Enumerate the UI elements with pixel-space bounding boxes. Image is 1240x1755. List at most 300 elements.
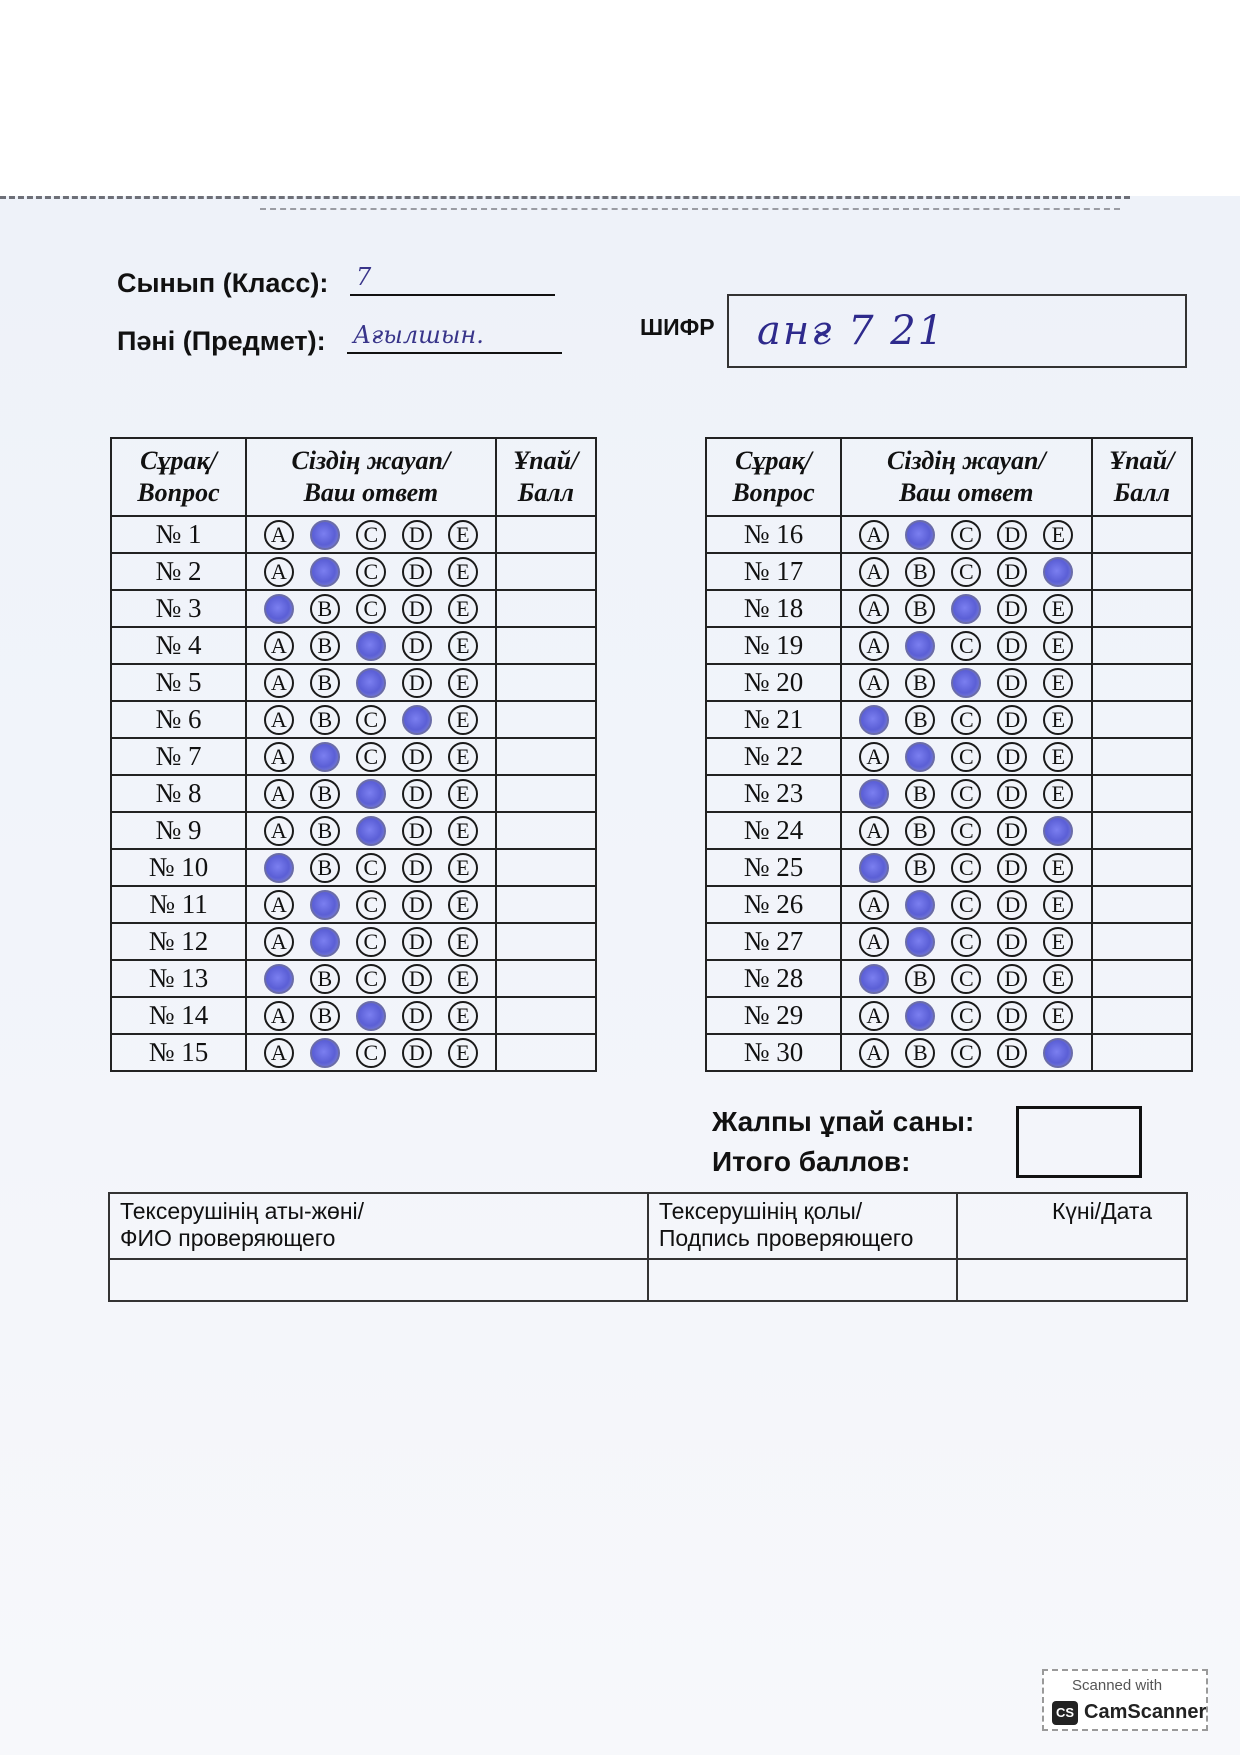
subject-label: Пәні (Предмет): (117, 326, 326, 356)
option-bubble-b[interactable] (905, 742, 935, 772)
class-label: Сынып (Класс): (117, 268, 329, 298)
option-bubble-d[interactable] (402, 705, 432, 735)
answer-options (246, 997, 496, 1034)
option-bubble-c[interactable]: C (356, 890, 386, 920)
option-bubble-c[interactable]: C (356, 964, 386, 994)
question-number: № 29 (706, 997, 841, 1034)
question-number: № 3 (111, 590, 246, 627)
score-cell[interactable] (1092, 516, 1192, 553)
score-cell[interactable] (496, 849, 596, 886)
answer-row (706, 627, 1192, 664)
answer-options (841, 812, 1092, 849)
option-bubble-c[interactable] (356, 631, 386, 661)
answer-options (841, 664, 1092, 701)
option-bubble-e[interactable]: E (1043, 594, 1073, 624)
option-bubble-b[interactable] (310, 890, 340, 920)
answer-options (841, 886, 1092, 923)
option-bubble-b[interactable]: B (310, 668, 340, 698)
answer-header: Сіздің жауап/ Ваш ответ (246, 438, 496, 516)
watermark-line1: Scanned with (1072, 1677, 1163, 1694)
answer-row (111, 960, 596, 997)
answer-options (841, 590, 1092, 627)
score-cell[interactable] (1092, 775, 1192, 812)
answer-row (111, 701, 596, 738)
option-bubble-d[interactable]: D (997, 1038, 1027, 1068)
answer-options (246, 553, 496, 590)
answer-row (706, 923, 1192, 960)
option-bubble-d[interactable]: D (997, 668, 1027, 698)
option-bubble-d[interactable]: D (997, 964, 1027, 994)
answer-row (111, 553, 596, 590)
option-bubble-a[interactable]: A (859, 557, 889, 587)
score-cell[interactable] (1092, 590, 1192, 627)
question-number: № 19 (706, 627, 841, 664)
option-bubble-c[interactable]: C (951, 816, 981, 846)
answer-row (706, 775, 1192, 812)
tear-line-secondary (260, 208, 1120, 210)
option-bubble-a[interactable] (264, 853, 294, 883)
option-bubble-e[interactable] (1043, 1038, 1073, 1068)
option-bubble-c[interactable]: C (951, 520, 981, 550)
option-bubble-e[interactable]: E (1043, 520, 1073, 550)
score-cell[interactable] (496, 923, 596, 960)
score-cell[interactable] (496, 553, 596, 590)
question-number: № 4 (111, 627, 246, 664)
camscanner-logo-icon: CS (1052, 1701, 1078, 1725)
option-bubble-e[interactable]: E (448, 964, 478, 994)
answer-table-left (110, 437, 597, 1072)
question-number: № 22 (706, 738, 841, 775)
option-bubble-c[interactable]: C (356, 705, 386, 735)
score-cell[interactable] (1092, 960, 1192, 997)
answer-row (111, 849, 596, 886)
answer-header: Сіздің жауап/ Ваш ответ (841, 438, 1092, 516)
answer-row (706, 812, 1192, 849)
option-bubble-b[interactable]: B (905, 816, 935, 846)
score-cell[interactable] (1092, 1034, 1192, 1071)
answer-options (841, 627, 1092, 664)
option-bubble-c[interactable]: C (951, 557, 981, 587)
option-bubble-d[interactable]: D (997, 816, 1027, 846)
question-number: № 16 (706, 516, 841, 553)
option-bubble-a[interactable]: A (264, 1001, 294, 1031)
option-bubble-b[interactable] (905, 890, 935, 920)
answer-options (246, 738, 496, 775)
option-bubble-b[interactable]: B (310, 594, 340, 624)
option-bubble-c[interactable]: C (356, 520, 386, 550)
option-bubble-b[interactable]: B (310, 1001, 340, 1031)
option-bubble-c[interactable]: C (951, 779, 981, 809)
reviewer-signature-label-kz: Тексерушінің қолы/ (658, 1198, 863, 1224)
option-bubble-a[interactable]: A (859, 816, 889, 846)
option-bubble-d[interactable]: D (402, 927, 432, 957)
option-bubble-e[interactable]: E (1043, 668, 1073, 698)
reviewer-signature-label-ru: Подпись проверяющего (658, 1225, 914, 1251)
answer-row (706, 738, 1192, 775)
score-cell[interactable] (496, 701, 596, 738)
score-header: Ұпай/ Балл (1092, 438, 1192, 516)
score-cell[interactable] (496, 516, 596, 553)
question-number: № 7 (111, 738, 246, 775)
question-number: № 26 (706, 886, 841, 923)
answer-options (246, 664, 496, 701)
score-cell[interactable] (496, 738, 596, 775)
question-number: № 27 (706, 923, 841, 960)
reviewer-name-header (109, 1193, 648, 1259)
option-bubble-a[interactable] (264, 964, 294, 994)
question-number: № 5 (111, 664, 246, 701)
answer-row (111, 1034, 596, 1071)
option-bubble-c[interactable] (951, 668, 981, 698)
option-bubble-d[interactable]: D (997, 520, 1027, 550)
option-bubble-d[interactable]: D (997, 853, 1027, 883)
score-cell[interactable] (496, 1034, 596, 1071)
option-bubble-e[interactable]: E (448, 853, 478, 883)
option-bubble-b[interactable] (905, 520, 935, 550)
option-bubble-e[interactable]: E (448, 742, 478, 772)
option-bubble-e[interactable]: E (448, 816, 478, 846)
option-bubble-d[interactable]: D (997, 557, 1027, 587)
option-bubble-d[interactable]: D (997, 890, 1027, 920)
date-cell[interactable] (957, 1259, 1187, 1301)
class-value[interactable]: 7 (350, 262, 555, 296)
option-bubble-d[interactable]: D (402, 520, 432, 550)
option-bubble-a[interactable]: A (264, 631, 294, 661)
option-bubble-e[interactable]: E (1043, 927, 1073, 957)
option-bubble-b[interactable]: B (905, 964, 935, 994)
subject-value[interactable]: Ағылшын. (347, 320, 562, 354)
score-cell[interactable] (496, 775, 596, 812)
option-bubble-c[interactable]: C (951, 1001, 981, 1031)
answer-row (706, 664, 1192, 701)
option-bubble-b[interactable]: B (310, 816, 340, 846)
answer-options (841, 738, 1092, 775)
option-bubble-e[interactable]: E (448, 890, 478, 920)
option-bubble-a[interactable]: A (859, 742, 889, 772)
question-number: № 18 (706, 590, 841, 627)
tear-line (0, 196, 1130, 199)
option-bubble-d[interactable]: D (997, 779, 1027, 809)
answer-options (246, 886, 496, 923)
option-bubble-c[interactable] (356, 668, 386, 698)
answer-options (246, 960, 496, 997)
answer-row (111, 664, 596, 701)
option-bubble-a[interactable]: A (264, 816, 294, 846)
reviewer-signature-cell[interactable] (648, 1259, 958, 1301)
score-cell[interactable] (496, 812, 596, 849)
option-bubble-e[interactable]: E (1043, 964, 1073, 994)
question-header: Сұрақ/ Вопрос (706, 438, 841, 516)
option-bubble-c[interactable] (356, 779, 386, 809)
score-cell[interactable] (1092, 664, 1192, 701)
option-bubble-a[interactable] (859, 705, 889, 735)
reviewer-signature-header (648, 1193, 958, 1259)
option-bubble-b[interactable]: B (905, 705, 935, 735)
question-number: № 13 (111, 960, 246, 997)
reviewer-name-label-kz: Тексерушінің аты-жөні/ (120, 1198, 365, 1224)
camscanner-watermark (1042, 1669, 1208, 1731)
question-number: № 14 (111, 997, 246, 1034)
answer-options (841, 849, 1092, 886)
reviewer-name-label-ru: ФИО проверяющего (120, 1225, 336, 1251)
option-bubble-d[interactable]: D (997, 1001, 1027, 1031)
answer-row (706, 516, 1192, 553)
score-cell[interactable] (496, 590, 596, 627)
answer-options (246, 812, 496, 849)
option-bubble-e[interactable]: E (1043, 705, 1073, 735)
option-bubble-a[interactable]: A (859, 631, 889, 661)
answer-options (841, 1034, 1092, 1071)
option-bubble-d[interactable]: D (997, 742, 1027, 772)
option-bubble-a[interactable]: A (264, 705, 294, 735)
score-cell[interactable] (496, 664, 596, 701)
option-bubble-a[interactable] (264, 594, 294, 624)
option-bubble-d[interactable]: D (402, 631, 432, 661)
score-cell[interactable] (1092, 923, 1192, 960)
option-bubble-e[interactable]: E (448, 779, 478, 809)
option-bubble-e[interactable]: E (448, 668, 478, 698)
option-bubble-a[interactable] (859, 779, 889, 809)
option-bubble-d[interactable]: D (997, 705, 1027, 735)
answer-options (841, 775, 1092, 812)
cipher-box[interactable]: анғ 7 21 (727, 294, 1187, 368)
option-bubble-b[interactable]: B (905, 1038, 935, 1068)
option-bubble-b[interactable] (310, 1038, 340, 1068)
option-bubble-b[interactable]: B (905, 779, 935, 809)
option-bubble-a[interactable] (859, 853, 889, 883)
option-bubble-b[interactable] (310, 557, 340, 587)
answer-options (246, 923, 496, 960)
date-header (957, 1193, 1187, 1259)
option-bubble-a[interactable]: A (264, 779, 294, 809)
answer-row (111, 590, 596, 627)
question-number: № 11 (111, 886, 246, 923)
option-bubble-e[interactable]: E (448, 927, 478, 957)
answer-row (111, 516, 596, 553)
option-bubble-c[interactable] (356, 1001, 386, 1031)
score-cell[interactable] (496, 627, 596, 664)
question-number: № 28 (706, 960, 841, 997)
total-label-kz: Жалпы ұпай саны: (712, 1106, 975, 1137)
option-bubble-b[interactable]: B (310, 853, 340, 883)
option-bubble-c[interactable]: C (951, 890, 981, 920)
option-bubble-d[interactable]: D (402, 668, 432, 698)
answer-row (111, 997, 596, 1034)
option-bubble-b[interactable] (905, 631, 935, 661)
answer-options (246, 516, 496, 553)
reviewer-name-cell[interactable] (109, 1259, 648, 1301)
question-number: № 17 (706, 553, 841, 590)
question-number: № 20 (706, 664, 841, 701)
total-score-box[interactable] (1016, 1106, 1142, 1178)
answer-options (246, 701, 496, 738)
answer-row (706, 590, 1192, 627)
option-bubble-c[interactable]: C (951, 742, 981, 772)
option-bubble-c[interactable] (356, 816, 386, 846)
question-number: № 21 (706, 701, 841, 738)
option-bubble-e[interactable]: E (1043, 742, 1073, 772)
score-cell[interactable] (1092, 627, 1192, 664)
option-bubble-a[interactable]: A (859, 927, 889, 957)
option-bubble-d[interactable]: D (402, 816, 432, 846)
score-cell[interactable] (1092, 812, 1192, 849)
score-cell[interactable] (496, 886, 596, 923)
question-number: № 8 (111, 775, 246, 812)
option-bubble-c[interactable]: C (356, 594, 386, 624)
option-bubble-c[interactable]: C (356, 927, 386, 957)
option-bubble-e[interactable]: E (448, 594, 478, 624)
question-header: Сұрақ/ Вопрос (111, 438, 246, 516)
question-number: № 24 (706, 812, 841, 849)
answer-options (246, 1034, 496, 1071)
option-bubble-c[interactable]: C (951, 927, 981, 957)
option-bubble-c[interactable]: C (356, 1038, 386, 1068)
total-label (712, 1102, 974, 1182)
score-cell[interactable] (1092, 886, 1192, 923)
date-label: Күні/Дата (1051, 1198, 1152, 1224)
score-cell[interactable] (1092, 738, 1192, 775)
total-label-ru: Итого баллов: (712, 1146, 911, 1177)
score-cell[interactable] (1092, 553, 1192, 590)
option-bubble-b[interactable]: B (310, 779, 340, 809)
cipher-label: ШИФР (640, 314, 715, 340)
option-bubble-e[interactable]: E (448, 1001, 478, 1031)
option-bubble-b[interactable] (905, 1001, 935, 1031)
answer-row (111, 886, 596, 923)
option-bubble-a[interactable]: A (859, 594, 889, 624)
option-bubble-b[interactable]: B (905, 853, 935, 883)
question-number: № 25 (706, 849, 841, 886)
option-bubble-c[interactable]: C (356, 742, 386, 772)
option-bubble-d[interactable]: D (402, 853, 432, 883)
option-bubble-b[interactable] (310, 742, 340, 772)
option-bubble-a[interactable]: A (859, 520, 889, 550)
score-header: Ұпай/ Балл (496, 438, 596, 516)
answer-row (111, 627, 596, 664)
answer-options (246, 627, 496, 664)
option-bubble-a[interactable]: A (264, 557, 294, 587)
option-bubble-d[interactable]: D (402, 594, 432, 624)
score-cell[interactable] (1092, 997, 1192, 1034)
option-bubble-d[interactable]: D (997, 594, 1027, 624)
option-bubble-e[interactable]: E (448, 1038, 478, 1068)
option-bubble-c[interactable]: C (356, 557, 386, 587)
question-number: № 12 (111, 923, 246, 960)
option-bubble-d[interactable]: D (402, 742, 432, 772)
option-bubble-d[interactable]: D (402, 779, 432, 809)
question-number: № 6 (111, 701, 246, 738)
option-bubble-e[interactable]: E (1043, 779, 1073, 809)
score-cell[interactable] (496, 997, 596, 1034)
answer-options (841, 997, 1092, 1034)
option-bubble-b[interactable]: B (310, 705, 340, 735)
question-number: № 23 (706, 775, 841, 812)
option-bubble-a[interactable]: A (264, 742, 294, 772)
option-bubble-b[interactable]: B (310, 631, 340, 661)
reviewer-table (108, 1192, 1188, 1302)
question-number: № 9 (111, 812, 246, 849)
score-cell[interactable] (496, 960, 596, 997)
answer-row (111, 738, 596, 775)
option-bubble-a[interactable]: A (264, 1038, 294, 1068)
answer-row (706, 960, 1192, 997)
option-bubble-b[interactable]: B (905, 668, 935, 698)
option-bubble-d[interactable]: D (402, 964, 432, 994)
answer-row (111, 775, 596, 812)
option-bubble-a[interactable] (859, 964, 889, 994)
answer-options (841, 701, 1092, 738)
answer-options (841, 553, 1092, 590)
score-cell[interactable] (1092, 849, 1192, 886)
option-bubble-b[interactable]: B (905, 594, 935, 624)
answer-options (246, 590, 496, 627)
answer-row (706, 886, 1192, 923)
option-bubble-e[interactable]: E (448, 705, 478, 735)
option-bubble-c[interactable] (951, 594, 981, 624)
answer-options (246, 775, 496, 812)
option-bubble-a[interactable]: A (859, 1038, 889, 1068)
option-bubble-e[interactable]: E (448, 557, 478, 587)
option-bubble-d[interactable]: D (402, 1001, 432, 1031)
option-bubble-e[interactable]: E (1043, 890, 1073, 920)
question-number: № 1 (111, 516, 246, 553)
option-bubble-b[interactable]: B (310, 964, 340, 994)
option-bubble-c[interactable]: C (951, 705, 981, 735)
option-bubble-c[interactable]: C (951, 631, 981, 661)
option-bubble-d[interactable]: D (997, 631, 1027, 661)
option-bubble-e[interactable]: E (448, 520, 478, 550)
option-bubble-e[interactable] (1043, 557, 1073, 587)
option-bubble-a[interactable]: A (264, 927, 294, 957)
answer-row (706, 997, 1192, 1034)
question-number: № 15 (111, 1034, 246, 1071)
option-bubble-e[interactable] (1043, 816, 1073, 846)
option-bubble-b[interactable] (310, 927, 340, 957)
option-bubble-c[interactable]: C (951, 1038, 981, 1068)
answer-row (706, 849, 1192, 886)
option-bubble-e[interactable]: E (1043, 853, 1073, 883)
option-bubble-c[interactable]: C (356, 853, 386, 883)
option-bubble-b[interactable]: B (905, 557, 935, 587)
option-bubble-d[interactable]: D (402, 1038, 432, 1068)
option-bubble-e[interactable]: E (1043, 1001, 1073, 1031)
score-cell[interactable] (1092, 701, 1192, 738)
option-bubble-e[interactable]: E (1043, 631, 1073, 661)
option-bubble-e[interactable]: E (448, 631, 478, 661)
answer-row (111, 812, 596, 849)
option-bubble-b[interactable] (310, 520, 340, 550)
answer-options (841, 923, 1092, 960)
question-number: № 30 (706, 1034, 841, 1071)
answer-options (841, 960, 1092, 997)
option-bubble-d[interactable]: D (402, 890, 432, 920)
option-bubble-a[interactable]: A (264, 668, 294, 698)
option-bubble-c[interactable]: C (951, 964, 981, 994)
option-bubble-a[interactable]: A (859, 668, 889, 698)
answer-options (246, 849, 496, 886)
answer-options (841, 516, 1092, 553)
answer-table-right (705, 437, 1193, 1072)
option-bubble-d[interactable]: D (402, 557, 432, 587)
option-bubble-a[interactable]: A (264, 520, 294, 550)
answer-row (706, 701, 1192, 738)
option-bubble-a[interactable]: A (859, 1001, 889, 1031)
option-bubble-d[interactable]: D (997, 927, 1027, 957)
option-bubble-c[interactable]: C (951, 853, 981, 883)
option-bubble-b[interactable] (905, 927, 935, 957)
option-bubble-a[interactable]: A (264, 890, 294, 920)
option-bubble-a[interactable]: A (859, 890, 889, 920)
